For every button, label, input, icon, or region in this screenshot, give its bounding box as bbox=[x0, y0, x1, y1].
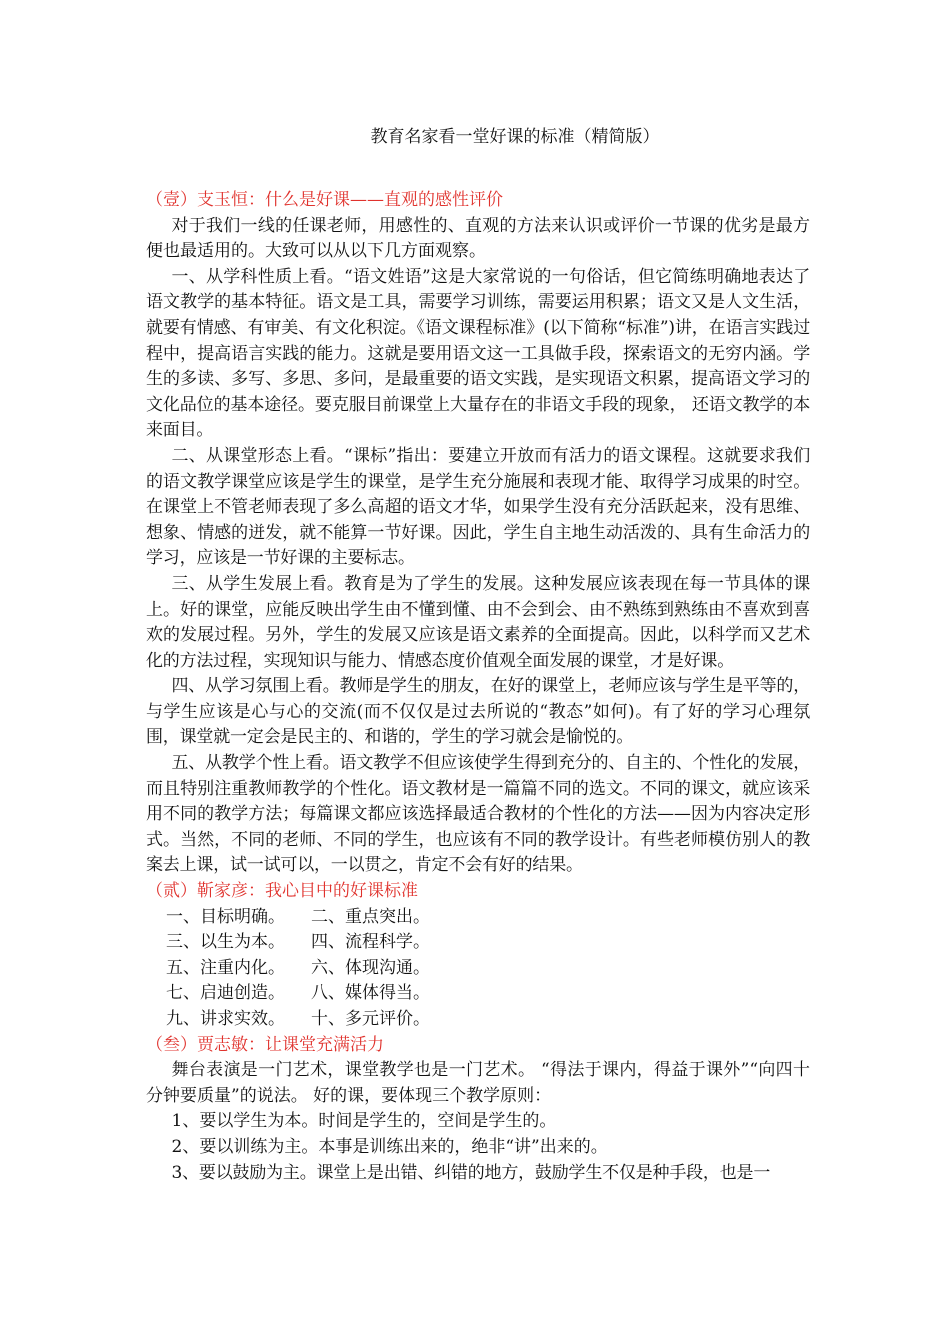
list-item-b: 八、媒体得当。 bbox=[311, 983, 430, 1004]
list-item-a: 七、启迪创造。 bbox=[166, 983, 285, 1004]
list-item-b: 四、流程科学。 bbox=[311, 932, 430, 953]
list-item bbox=[146, 1007, 810, 1033]
paragraph: 三、从学生发展上看。教育是为了学生的发展。这种发展应该表现在每一节具体的课上。好的课堂，应能反映出学生由不懂到懂、由不会到会、由不熟练到熟练由不喜欢到喜欢的发展过程。另外，学生的发展又应该是语文素养的全面提高。因此，以科学而又艺术化的方法过程，实现知识与能力、情感态度价值观全面发展的课堂，才是好课。 bbox=[146, 573, 810, 671]
paragraph: 舞台表演是一门艺术，课堂教学也是一门艺术。 “得法于课内，得益于课外”“向四十分钟要质量”的说法。 好的课，要体现三个教学原则： bbox=[146, 1060, 810, 1106]
list-item-a: 一、目标明确。 bbox=[166, 906, 285, 927]
list-item-b: 六、体现沟通。 bbox=[311, 957, 430, 978]
paragraph: 四、从学习氛围上看。教师是学生的朋友，在好的课堂上，老师应该与学生是平等的，与学生应该是心与心的交流(而不仅仅是过去所说的“教态”如何)。有了好的学习心理氛围，课堂就一定会是民主的、和谐的，学生的学习就会是愉悦的。 bbox=[146, 676, 810, 748]
list-item bbox=[146, 956, 810, 982]
list-item bbox=[146, 905, 810, 931]
list-item bbox=[146, 930, 810, 956]
list-item-a: 九、讲求实效。 bbox=[166, 1009, 285, 1029]
document-body bbox=[146, 188, 810, 1186]
list-item-a: 三、以生为本。 bbox=[166, 932, 285, 953]
section-heading: （贰）靳家彦：我心目中的好课标准 bbox=[146, 881, 418, 902]
section-heading: （壹）支玉恒：什么是好课——直观的感性评价 bbox=[146, 190, 503, 210]
paragraph: 对于我们一线的任课老师，用感性的、直观的方法来认识或评价一节课的优劣是最方便也最适用的。大致可以从以下几方面观察。 bbox=[146, 215, 810, 262]
paragraph: 1、要以学生为本。时间是学生的，空间是学生的。 bbox=[171, 1111, 557, 1132]
section-heading: （叁）贾志敏：让课堂充满活力 bbox=[146, 1034, 384, 1055]
list-item-b: 十、多元评价。 bbox=[311, 1009, 430, 1029]
list-item-a: 五、注重内化。 bbox=[166, 957, 285, 978]
paragraph: 五、从教学个性上看。语文教学不但应该使学生得到充分的、自主的、个性化的发展，而且特别注重教师教学的个性化。语文教材是一篇篇不同的选文。不同的课文，就应该采用不同的教学方法；每篇课文都应该选择最适合教材的个性化的方法——因为内容决定形式。当然，不同的老师、不同的学生，也应该有不同的教学设计。有些老师模仿别人的教案去上课，试一试可以，一以贯之，肯定不会有好的结果。 bbox=[146, 753, 810, 876]
paragraph: 2、要以训练为主。本事是训练出来的，绝非“讲”出来的。 bbox=[171, 1136, 608, 1157]
list-item-b: 二、重点突出。 bbox=[311, 906, 430, 927]
paragraph: 二、从课堂形态上看。“课标”指出：要建立开放而有活力的语文课程。这就要求我们的语文教学课堂应该是学生的课堂，是学生充分施展和表现才能、取得学习成果的时空。在课堂上不管老师表现了多么高超的语文才华，如果学生没有充分活跃起来，没有思维、想象、情感的迸发，就不能算一节好课。因此，学生自主地生动活泼的、具有生命活力的学习，应该是一节好课的主要标志。 bbox=[146, 445, 810, 569]
paragraph: 3、要以鼓励为主。课堂上是出错、纠错的地方，鼓励学生不仅是种手段，也是一 bbox=[171, 1162, 771, 1183]
document-title: 教育名家看一堂好课的标准（精简版） bbox=[370, 127, 660, 147]
list-item bbox=[146, 981, 810, 1007]
paragraph: 一、从学科性质上看。“语文姓语”这是大家常说的一句俗话，但它简练明确地表达了语文教学的基本特征。语文是工具，需要学习训练，需要运用积累；语文又是人文生活，就要有情感、有审美、有文化积淀。《语文课程标准》(以下简称“标准”)讲，在语言实践过程中，提高语言实践的能力。这就是要用语文这一工具做手段，探索语文的无穷内涵。学生的多读、多写、多思、多问，是最重要的语文实践，是实现语文积累，提高语文学习的文化品位的基本途径。要克服目前课堂上大量存在的非语文手段的现象， 还语文教学的本来面目。 bbox=[146, 266, 810, 441]
